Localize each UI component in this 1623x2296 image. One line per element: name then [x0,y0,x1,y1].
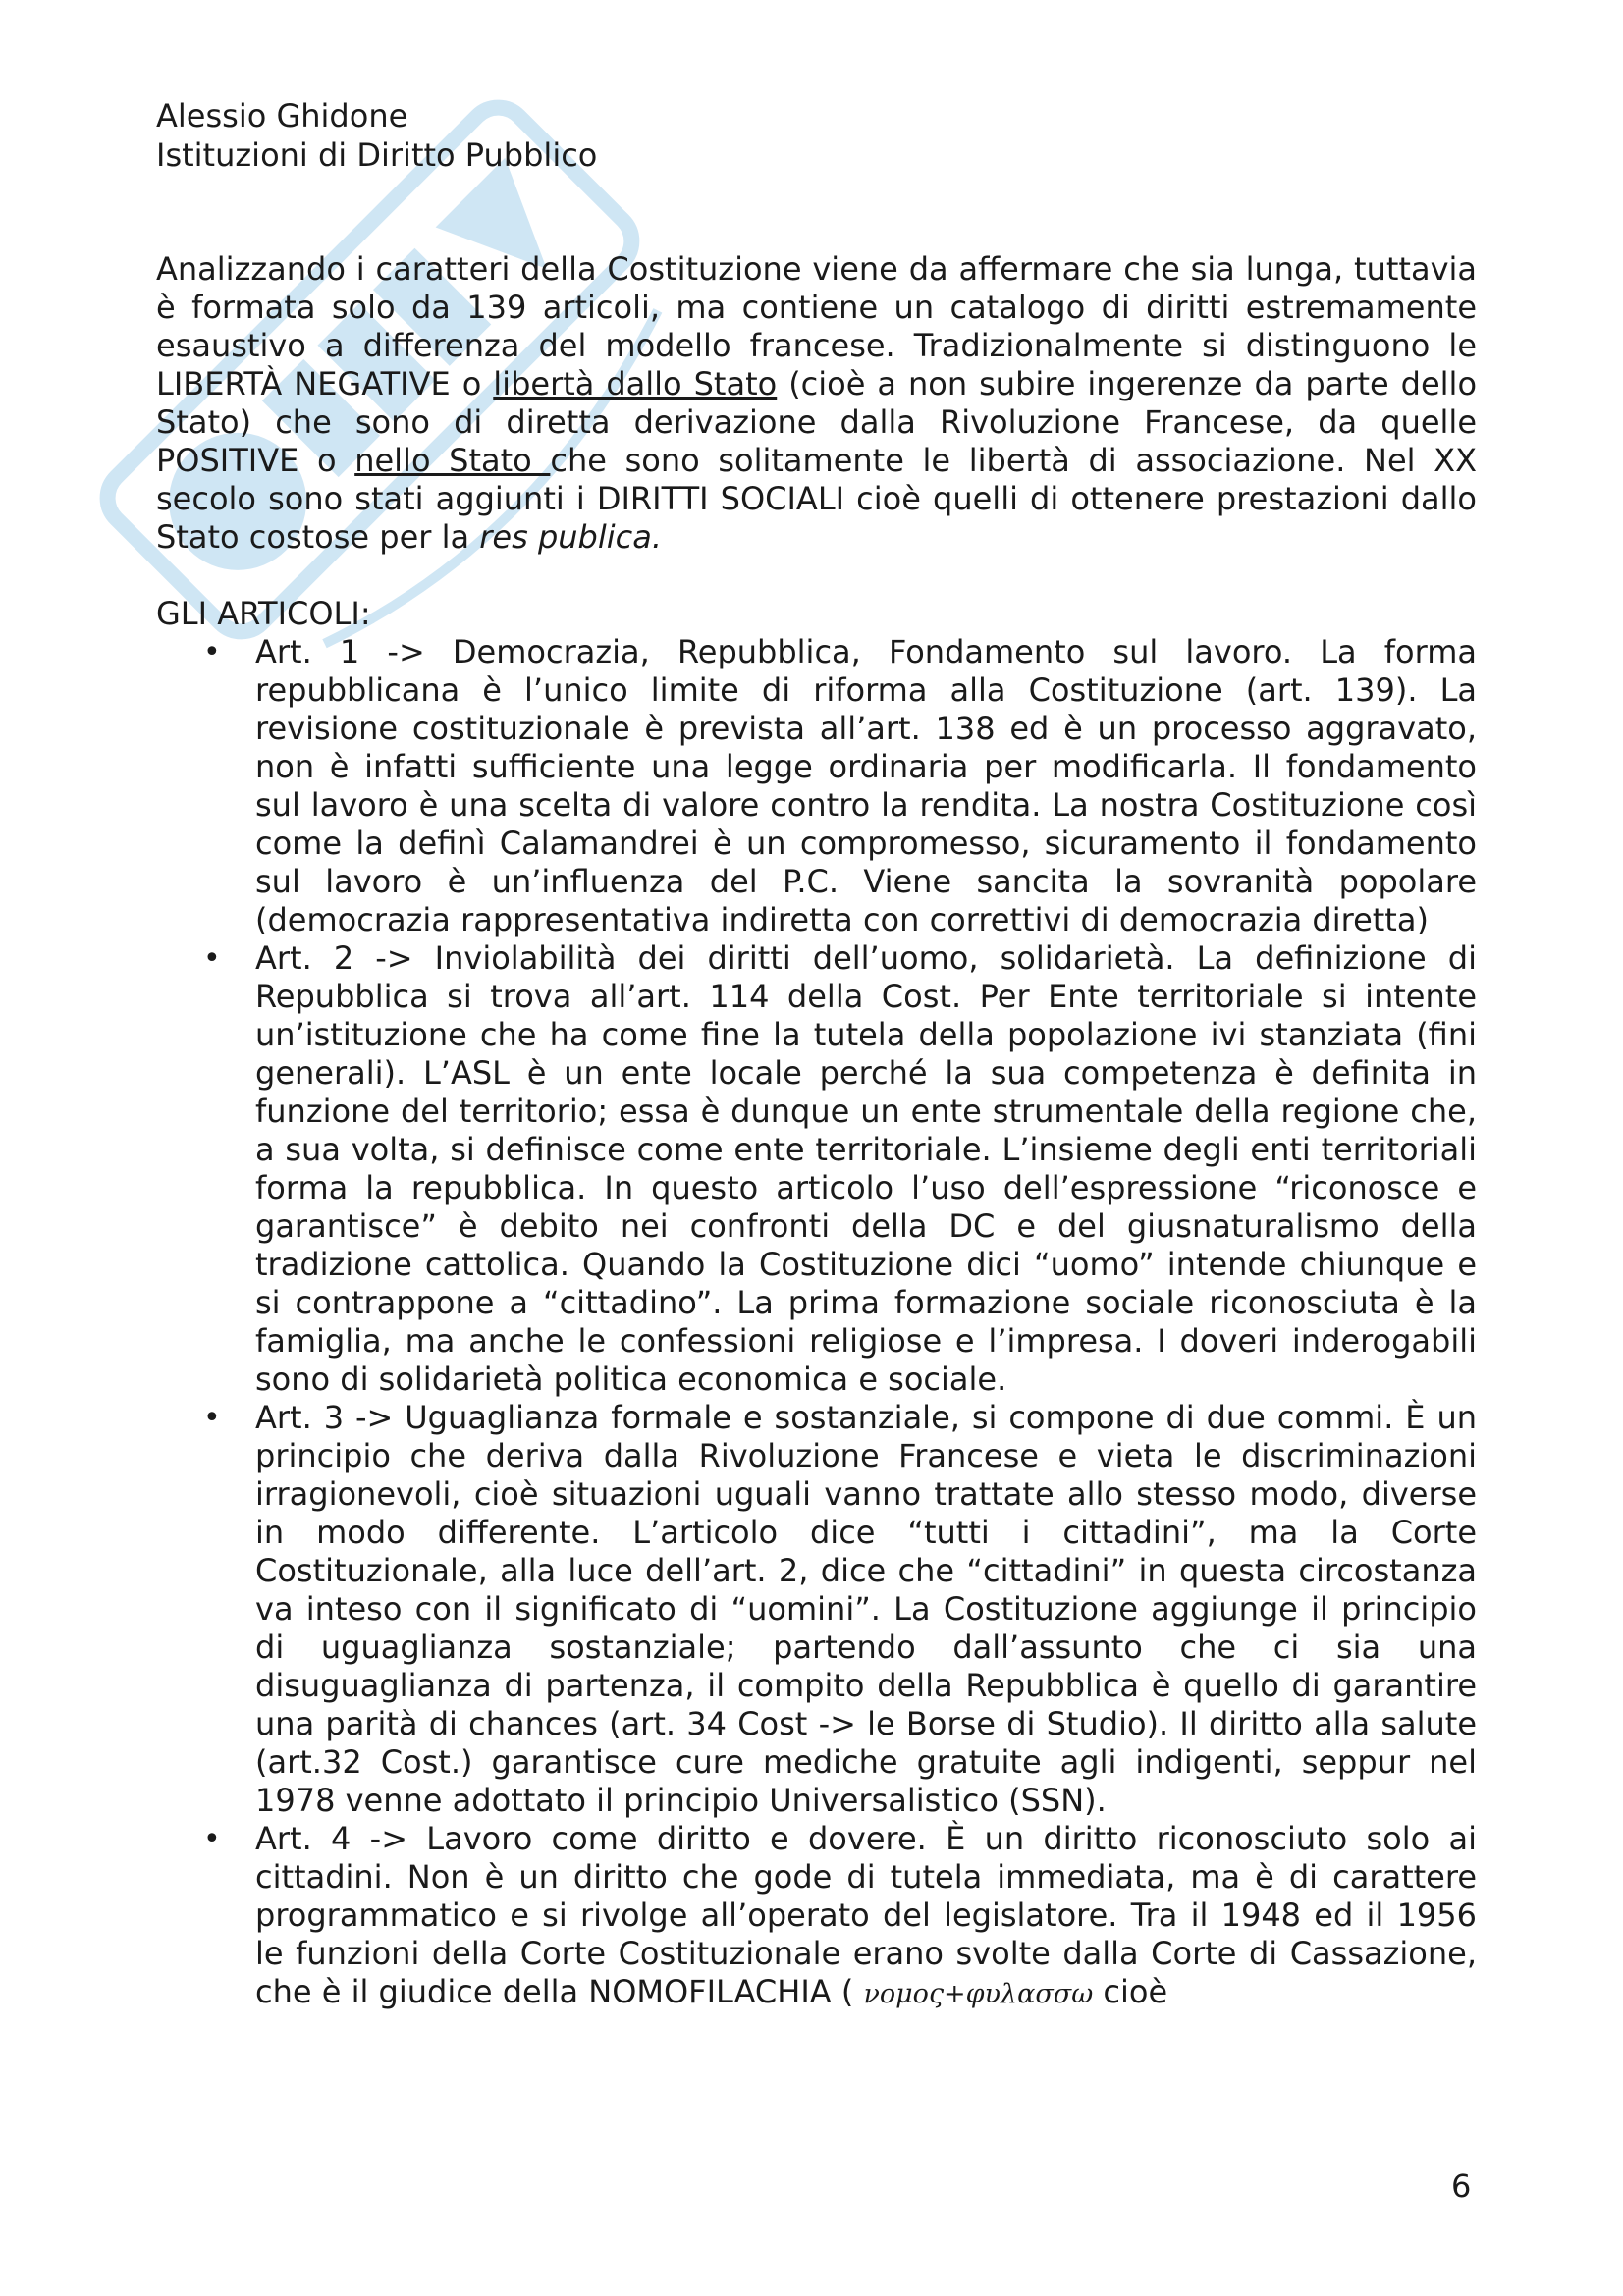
document-body [156,250,1477,2013]
underlined-term-liberta-dallo-stato: libertà dallo Stato [493,365,778,402]
bullet-icon: • [203,1401,221,1435]
list-item: • Art. 2 -> Inviolabilità dei diritti dell’uomo, solidarietà. La definizione di Repubblica si trova all’art. 114 della Cost. Per Ente territoriale si intente un’istituzione che ha come fine la tutela della popolazione ivi stanziata (fini generali). L’ASL è un ente locale perché la sua competenza è definita in funzione del territorio; essa è dunque un ente strumentale della regione che, a sua volta, si definisce come ente territoriale. L’insieme degli enti territoriali forma la repubblica. In questo articolo l’uso dell’espressione “riconosce e garantisce” è debito nei confronti della DC e del giusnaturalismo della tradizione cattolica. Quando la Costituzione dici “uomo” intende chiunque e si contrappone a “cittadino”. La prima formazione sociale riconosciuta è la famiglia, ma anche le confessioni religiose e l’impresa. I doveri inderogabili sono di solidarietà politica economica e sociale. [203,939,1477,1398]
course-title: Istituzioni di Diritto Pubblico [156,136,598,174]
bullet-icon: • [203,635,221,669]
list-item: • Art. 1 -> Democrazia, Repubblica, Fondamento sul lavoro. La forma repubblicana è l’unico limite di riforma alla Costituzione (art. 139). La revisione costituzionale è prevista all’art. 138 ed è un processo aggravato, non è infatti sufficiente una legge ordinaria per modificarla. Il fondamento sul lavoro è una scelta di valore contro la rendita. La nostra Costituzione così come la definì Calamandrei è un compromesso, sicuramento il fondamento sul lavoro è un’influenza del P.C. Viene sancita la sovranità popolare (democrazia rappresentativa indiretta con correttivi di democrazia diretta) [203,633,1477,938]
list-item: • Art. 3 -> Uguaglianza formale e sostanziale, si compone di due commi. È un principio che deriva dalla Rivoluzione Francese e vieta le discriminazioni irragionevoli, cioè situazioni uguali vanno trattate allo stesso modo, diverse in modo differente. L’articolo dice “tutti i cittadini”, ma la Corte Costituzionale, alla luce dell’art. 2, dice che “cittadini” in questa circostanza va inteso con il significato di “uomini”. La Costituzione aggiunge il principio di uguaglianza sostanziale; partendo dall’assunto che ci sia una disuguaglianza di partenza, il compito della Repubblica è quello di garantire una parità di chances (art. 34 Cost -> le Borse di Studio). Il diritto alla salute (art.32 Cost.) garantisce cure mediche gratuite agli indigenti, seppur nel 1978 venne adottato il principio Universalistico (SSN). [203,1399,1477,1819]
intro-paragraph: Analizzando i caratteri della Costituzione viene da affermare che sia lunga, tuttavia è formata solo da 139 articoli, ma contiene un catalogo di diritti estremamente esaustivo a differenza del modello francese. Tradizionalmente si distinguono le LIBERTÀ NEGATIVE o libertà dallo Stato (cioè a non subire ingerenze da parte dello Stato) che sono di diretta derivazione dalla Rivoluzione Francese, da quelle POSITIVE o nello Stato che sono solitamente le libertà di associazione. Nel XX secolo sono stati aggiunti i DIRITTI SOCIALI cioè quelli di ottenere prestazioni dallo Stato costose per la res publica. [156,250,1478,556]
underlined-term-nello-stato: nello Stato [354,442,551,479]
bullet-icon: • [203,1822,221,1856]
bullet-icon: • [203,941,221,976]
section-title: GLI ARTICOLI: [156,595,371,632]
list-item: • Art. 4 -> Lavoro come diritto e dovere. È un diritto riconosciuto solo ai cittadini. Non è un diritto che gode di tutela immediata, ma è di carattere programmatico e si rivolge all’operato del legislatore. Tra il 1948 ed il 1956 le funzioni della Corte Costituzionale erano svolte dalla Corte di Cassazione, che è il giudice della NOMOFILACHIA ( νομος+φυλασσω cioè [203,1820,1477,2010]
articles-list [156,633,1477,2013]
author-name: Alessio Ghidone [156,97,408,134]
page-number: 6 [1451,2167,1472,2205]
italic-res-publica: res publica. [479,518,663,556]
greek-formula: νομος+φυλασσω [863,1979,1094,2009]
document-header [156,96,597,175]
